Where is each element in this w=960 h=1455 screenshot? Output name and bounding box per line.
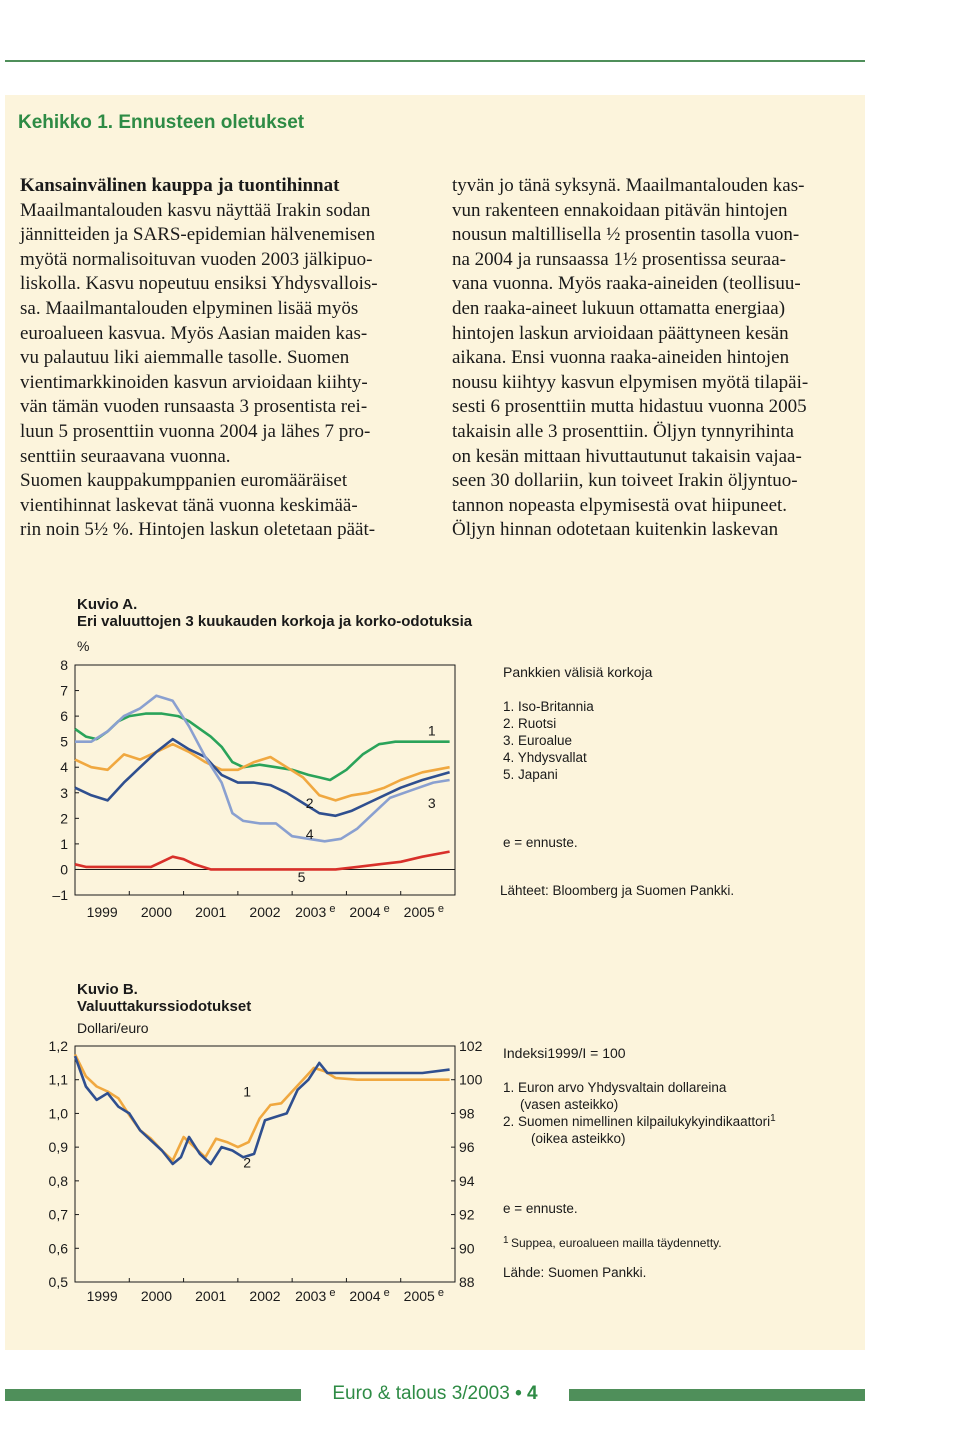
chart-b-series-label: 1 (243, 1083, 252, 1100)
chart-b-frame (75, 1046, 455, 1282)
chart-a-xtick-label: 2005 $^e$ (403, 903, 445, 920)
article-col2-line: na 2004 ja runsaassa 1½ prosentissa seuraa- (452, 248, 786, 270)
chart-a-legend-source: Lähteet: Bloomberg ja Suomen Pankki. (500, 883, 735, 898)
chart-b-footnote-mark: 1 (503, 1235, 509, 1246)
article-col2-line: tannon nopeasta elpymisestä ovat hiipuneet. (452, 494, 788, 516)
chart-a-ytick-label: 0 (60, 861, 68, 878)
chart-b-legend-item: (vasen asteikko) (520, 1097, 619, 1112)
chart-b-legend-item: (oikea asteikko) (531, 1131, 626, 1146)
chart-a-xtick-label: 2002 (249, 904, 281, 920)
chart-a-ytick-label: 4 (60, 759, 68, 776)
chart-b-xtick-label: 2005 $^e$ (403, 1287, 445, 1304)
chart-a-xtick-label: 2003 $^e$ (295, 903, 336, 920)
footer-bullet: • (515, 1383, 522, 1404)
article-col2-line: on kesän mittaan hivuttautunut takaisin vajaa- (452, 445, 802, 467)
chart-a-xtick-forecast-mark: e (326, 903, 336, 915)
chart-a-ytick-label: –1 (52, 887, 68, 903)
chart-a-series-label: 5 (297, 869, 306, 886)
chart-a-xtick-label: 2004 $^e$ (349, 903, 390, 920)
chart-b-legend-note: e = ennuste. (503, 1201, 578, 1216)
chart-a-legend-item: 5. Japani (503, 767, 558, 782)
article-col1-line: vän tämän vuoden runsaasta 3 prosentista rei- (20, 396, 368, 418)
chart-a-legend-heading: Pankkien välisiä korkoja (503, 664, 653, 680)
article-col2-line: nousu kiihtyy kasvun elpymisen myötä tilapäi- (452, 371, 809, 393)
article-col2-line: seen 30 dollariin, kun toiveet Irakin öljyntuo- (452, 470, 798, 492)
chart-b-xtick-label: 2002 (249, 1288, 281, 1304)
article-col2-line: tyvän jo tänä syksynä. Maailmantalouden kas- (452, 175, 805, 196)
chart-a-ytick-label: 5 (60, 733, 68, 750)
article-col1-line: vientihinnat laskevat tänä vuonna keskimää- (20, 494, 358, 516)
article-col2-line: aikana. Ensi vuonna raaka-aineiden hintojen (452, 347, 790, 369)
chart-a-xtick-label: 1999 (86, 904, 118, 920)
chart-a-legend-note: e = ennuste. (503, 835, 578, 850)
chart-a-legend-item: 4. Yhdysvallat (503, 750, 587, 765)
chart-b-legend-source: Lähde: Suomen Pankki. (503, 1265, 647, 1280)
chart-b-xtick-label: 2003 $^e$ (295, 1287, 336, 1304)
chart-b-ytick-left-label: 0,5 (48, 1274, 68, 1290)
chart-b-ytick-right-label: 96 (459, 1139, 475, 1156)
chart-b-ytick-right-label: 90 (459, 1240, 475, 1257)
chart-b-xtick-label: 2004 $^e$ (349, 1287, 390, 1304)
chart-b-xtick-forecast-mark: e (434, 1287, 445, 1299)
chart-b-legend-footnote-mark: 1 (770, 1113, 776, 1124)
article-col1-line: jännitteiden ja SARS-epidemian hälvenemisen (20, 224, 376, 246)
footer-publication: Euro & talous 3/2003 (332, 1383, 510, 1404)
chart-a-ytick-label: 6 (60, 708, 68, 725)
chart-b-ytick-right-label: 98 (459, 1105, 475, 1122)
chart-b-xtick-forecast-mark: e (326, 1287, 336, 1299)
chart-b-ytick-right-label: 92 (459, 1206, 475, 1223)
chart-b-ytick-left-label: 0,6 (48, 1240, 68, 1257)
chart-a-series-label: 4 (305, 825, 314, 842)
chart-b-series-label: 2 (243, 1154, 252, 1171)
chart-a-legend-item: 1. Iso-Britannia (503, 699, 594, 714)
article-col2-line: nousun maltillisella ½ prosentin tasolla vuon- (452, 224, 800, 246)
chart-b-legend-item: 1. Euron arvo Yhdysvaltain dollareina (503, 1080, 727, 1095)
footer-bar-left (5, 1389, 301, 1401)
chart-b-ytick-left-label: 0,7 (48, 1206, 68, 1223)
article-col1-line: Suomen kauppakumppanien euromääräiset (20, 470, 348, 492)
box-title: Kehikko 1. Ennusteen oletukset (18, 112, 305, 133)
chart-b-ytick-left-label: 1,1 (48, 1071, 68, 1088)
chart-b-xtick-label: 1999 (86, 1288, 118, 1304)
chart-b-title: Kuvio B. (77, 981, 138, 998)
chart-b-ytick-right-label: 88 (459, 1274, 475, 1290)
article-col2-line: den raaka-aineet lukuun ottamatta energiaa) (452, 297, 786, 319)
chart-b-ytick-right-label: 102 (459, 1038, 483, 1054)
article-col2-line: vun rakenteen ennakoidaan pitävän hintojen (452, 199, 788, 221)
footer-text (300, 1383, 570, 1405)
footer-bar-right (569, 1389, 865, 1401)
article-col1-line: vu palautuu liki aiemmalle tasolle. Suomen (20, 347, 350, 369)
article-col2-line: vana vuonna. Myös raaka-aineiden (teollisuu- (452, 273, 801, 295)
chart-a-ytick-label: 7 (60, 682, 68, 699)
chart-b-ytick-left-label: 1,0 (48, 1105, 68, 1122)
article-col2-line: Öljyn hinnan odotetaan kuitenkin laskevan (452, 519, 779, 541)
chart-a-xtick-label: 2001 (195, 904, 227, 920)
chart-a-series-label: 2 (305, 795, 314, 812)
chart-b-footnote: Suppea, euroalueen mailla täydennetty. (511, 1236, 722, 1250)
chart-a-series-label: 1 (427, 722, 436, 739)
chart-a-legend-item: 3. Euroalue (503, 733, 573, 748)
chart-b-xtick-forecast-mark: e (380, 1287, 390, 1299)
article-col1-line: sa. Maailmantalouden elpyminen lisää myös (20, 297, 359, 319)
chart-b-ytick-right-label: 94 (459, 1172, 475, 1189)
article-col1-line: rin noin 5½ %. Hintojen laskun oletetaan päät- (20, 519, 376, 541)
chart-b-legend-heading: Indeksi1999/I = 100 (503, 1045, 626, 1061)
chart-b-series-2 (75, 1054, 450, 1160)
article-col2-line: hintojen laskun arvioidaan päättyneen kesän (452, 322, 789, 344)
chart-a-ytick-label: 8 (60, 657, 68, 673)
article-col2-line: sesti 6 prosenttiin mutta hidastuu vuonna 2005 (452, 396, 807, 418)
article-col1-line: myötä normalisoituvan vuoden 2003 jälkipuo- (20, 248, 373, 270)
chart-a-xtick-forecast-mark: e (380, 903, 390, 915)
chart-b-ytick-left-label: 0,9 (48, 1139, 68, 1156)
footer-page-number: 4 (527, 1383, 538, 1404)
chart-a-title: Kuvio A. (77, 596, 138, 613)
chart-a-ytick-label: 1 (60, 835, 68, 852)
article-col1-line: vientimarkkinoiden kasvun arvioidaan kiihty- (20, 371, 368, 393)
chart-a-ylabel: % (77, 638, 90, 654)
chart-a-subtitle: Eri valuuttojen 3 kuukauden korkoja ja korko-odotuksia (77, 613, 473, 630)
chart-a-xtick-label: 2000 (140, 904, 173, 920)
chart-b-ytick-left-label: 0,8 (48, 1172, 68, 1189)
chart-b-subtitle: Valuuttakurssiodotukset (77, 998, 252, 1015)
chart-b-xtick-label: 2001 (195, 1288, 227, 1304)
chart-b-xtick-label: 2000 (140, 1288, 173, 1304)
chart-a-series-label: 3 (427, 795, 436, 812)
article-col1-line: senttiin seuraavana vuonna. (20, 445, 231, 467)
chart-a-xtick-forecast-mark: e (434, 903, 445, 915)
article-heading: Kansainvälinen kauppa ja tuontihinnat (20, 175, 340, 196)
chart-b-series-1 (75, 1056, 450, 1164)
chart-a-ytick-label: 2 (60, 810, 68, 827)
article-col1-line: euroalueen kasvua. Myös Aasian maiden kas- (20, 322, 368, 344)
chart-b-ylabel-left: Dollari/euro (77, 1020, 149, 1036)
chart-b-ytick-right-label: 100 (459, 1071, 483, 1088)
article-col1-line: luun 5 prosenttiin vuonna 2004 ja lähes 7 pro- (20, 420, 371, 442)
chart-a-legend-item: 2. Ruotsi (503, 716, 557, 731)
chart-b-ytick-left-label: 1,2 (48, 1038, 68, 1054)
article-col1-line: Maailmantalouden kasvu näyttää Irakin sodan (20, 199, 371, 221)
article-col1-line: liskolla. Kasvu nopeutuu ensiksi Yhdysvallois- (20, 273, 378, 295)
chart-b-legend-item: 2. Suomen nimellinen kilpailukykyindikaattori$^1$ (503, 1113, 776, 1129)
article-col2-line: takaisin alle 3 prosenttiin. Öljyn tynnyrihinta (452, 420, 794, 442)
chart-a-ytick-label: 3 (60, 784, 68, 801)
